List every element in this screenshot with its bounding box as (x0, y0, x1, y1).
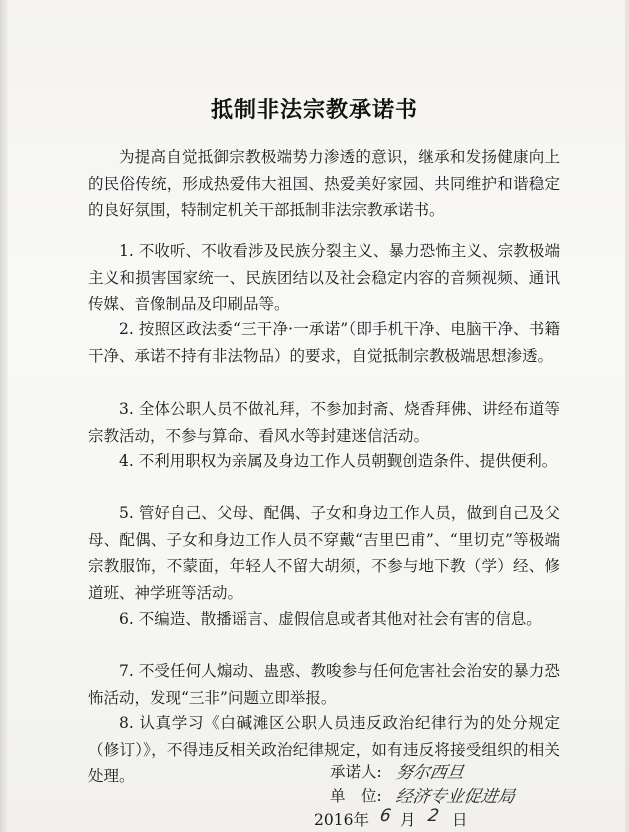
unit-signature: 经济专业促进局 (394, 787, 517, 807)
intro-paragraph: 为提高自觉抵御宗教极端势力渗透的意识，继承和发扬健康向上的民俗传统，形成热爱伟大祖国、热爱美好家园、共同维护和谐稳定的良好氛围，特制定机关干部抵制非法宗教承诺书。 (88, 148, 560, 219)
paper-edge-left (0, 0, 8, 832)
unit-label: 单 位: (330, 787, 382, 805)
date-day-suffix: 日 (452, 811, 468, 829)
date-month-handwritten: 6 (378, 806, 393, 826)
document-title: 抵制非法宗教承诺书 (210, 98, 418, 123)
pledge-item-4: 4. 不利用职权为亲属及身边工作人员朝觐创造条件、提供便利。 (119, 452, 558, 470)
pledge-item-5: 5. 管好自己、父母、配偶、子女和身边工作人员，做到自己及父母、配偶、子女和身边工作人员不穿戴“吉里巴甫”、“里切克”等极端宗教服饰，不蒙面，年轻人不留大胡须，不参与地下教（学）经、修道班、神学班等活动。 (88, 504, 560, 602)
pledge-item-7: 7. 不受任何人煽动、蛊惑、教唆参与任何危害社会治安的暴力恐怖活动，发现“三非”问题立即举报。 (88, 662, 560, 707)
pledge-item-6: 6. 不编造、散播谣言、虚假信息或者其他对社会有害的信息。 (119, 610, 542, 628)
pledge-item-3: 3. 全体公职人员不做礼拜，不参加封斋、烧香拜佛、讲经布道等宗教活动，不参与算命、看风水等封建迷信活动。 (88, 400, 560, 445)
paper-edge-right (625, 0, 629, 832)
date-day-handwritten: 2 (426, 806, 441, 826)
pledge-item-2: 2. 按照区政法委“三干净·一承诺”（即手机干净、电脑干净、书籍干净、承诺不持有非法物品）的要求，自觉抵制宗教极端思想渗透。 (88, 320, 560, 365)
pledge-item-8: 8. 认真学习《白碱滩区公职人员违反政治纪律行为的处分规定（修订）》，不得违反相关政治纪律规定，如有违反将接受组织的相关处理。 (88, 714, 560, 785)
promisor-label: 承诺人: (330, 763, 382, 781)
pledge-item-1: 1. 不收听、不收看涉及民族分裂主义、暴力恐怖主义、宗教极端主义和损害国家统一、民族团结以及社会稳定内容的音频视频、通讯传媒、音像制品及印刷品等。 (88, 242, 560, 313)
date-year: 2016年 (314, 811, 369, 829)
date-month-suffix: 月 (400, 811, 416, 829)
promisor-signature: 努尔西旦 (394, 763, 466, 783)
